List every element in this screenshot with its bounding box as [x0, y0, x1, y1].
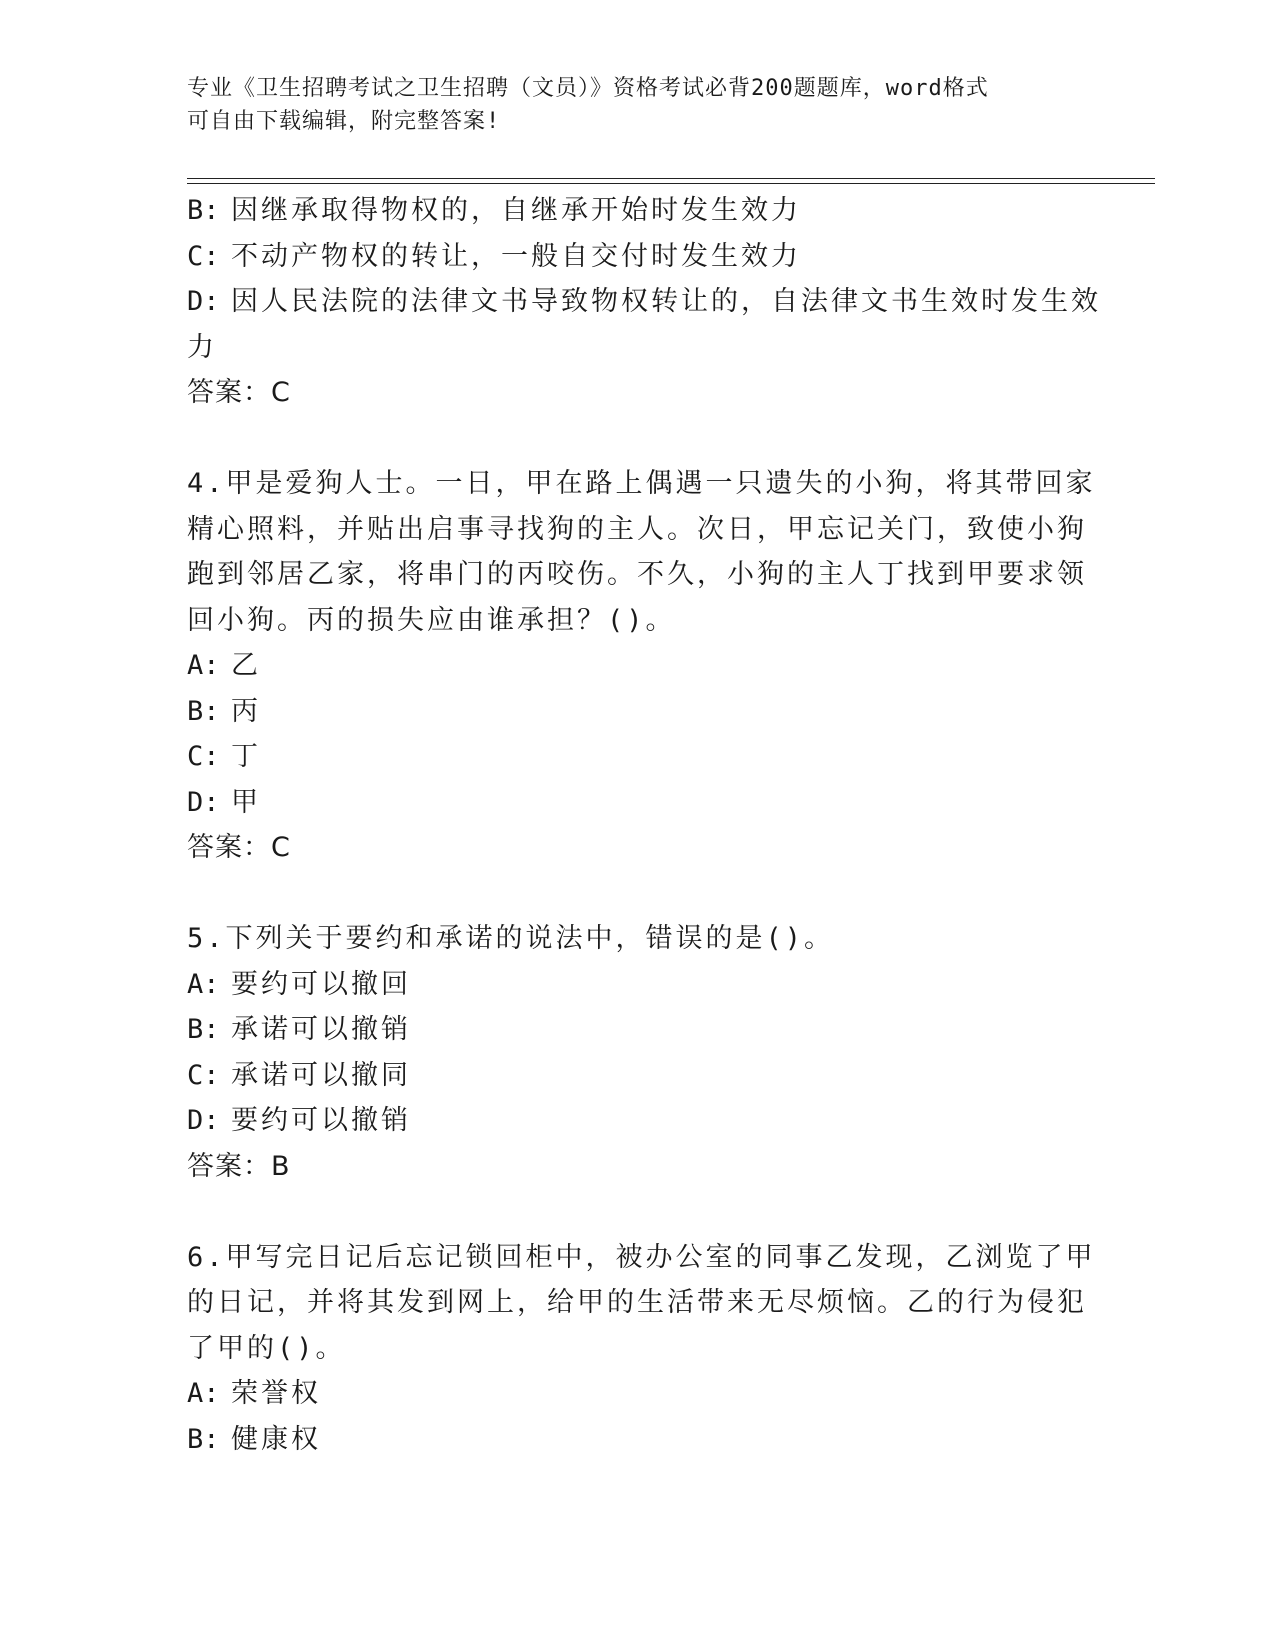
option-letter: D:: [187, 1105, 220, 1136]
option-text: 荣誉权: [231, 1378, 321, 1409]
option-row: [187, 188, 1087, 234]
option-row: [187, 962, 1087, 1008]
question-6: [187, 1235, 1096, 1463]
question-5: [187, 916, 1087, 1189]
header-rule-bottom: [187, 183, 1155, 184]
option-letter: D:: [187, 286, 220, 317]
option-text: 健康权: [231, 1423, 321, 1455]
header-title-line-2: 可自由下载编辑，附完整答案!: [187, 109, 501, 134]
option-text: 力: [187, 331, 217, 363]
option-text: 承诺可以撤同: [231, 1059, 411, 1091]
document-header: [187, 72, 1067, 138]
option-text: 丁: [231, 741, 261, 772]
question-content: [187, 188, 1101, 1462]
question-text-line: 6.甲写完日记后忘记锁回柜中，被办公室的同事乙发现，乙浏览了甲: [187, 1241, 1096, 1273]
option-letter: C:: [187, 741, 220, 772]
spacer: [187, 871, 1087, 917]
header-rule-top: [187, 178, 1155, 179]
option-row: [187, 1098, 1087, 1144]
option-text: 因人民法院的法律文书导致物权转让的，自法律文书生效时发生效: [231, 286, 1101, 317]
option-text: 不动产物权的转让，一般自交付时发生效力: [231, 240, 801, 272]
spacer: [187, 1189, 1087, 1235]
option-row: [187, 1053, 1087, 1099]
option-row: [187, 1007, 1087, 1053]
option-text: 乙: [231, 650, 261, 681]
header-title-line-1: 专业《卫生招聘考试之卫生招聘（文员）》资格考试必背200题题库，word格式: [187, 76, 989, 101]
question-text-line: 5.下列关于要约和承诺的说法中，错误的是()。: [187, 923, 835, 954]
option-letter: B:: [187, 195, 220, 226]
question-text-line: 精心照料，并贴出启事寻找狗的主人。次日，甲忘记关门，致使小狗: [187, 513, 1087, 545]
option-letter: D:: [187, 786, 220, 818]
answer-line: 答案：B: [187, 1150, 291, 1182]
option-row: [187, 1417, 1087, 1463]
question-text-line: 的日记，并将其发到网上，给甲的生活带来无尽烦恼。乙的行为侵犯: [187, 1287, 1087, 1318]
question-4: [187, 461, 1096, 871]
question-text-line: 回小狗。丙的损失应由谁承担？()。: [187, 604, 676, 636]
option-text: 甲: [231, 786, 261, 818]
option-row: [187, 689, 1087, 735]
option-letter: B:: [187, 1014, 220, 1045]
option-row: [187, 780, 1087, 826]
option-letter: C:: [187, 1059, 220, 1091]
option-row: [187, 734, 1087, 780]
option-row: [187, 279, 1101, 325]
option-text: 丙: [231, 695, 261, 727]
option-text: 承诺可以撤销: [231, 1014, 411, 1045]
option-row: [187, 643, 1087, 689]
option-letter: B:: [187, 695, 220, 727]
question-text-line: 了甲的()。: [187, 1332, 346, 1364]
spacer: [187, 416, 1087, 462]
option-letter: B:: [187, 1423, 220, 1455]
option-text: 因继承取得物权的，自继承开始时发生效力: [231, 195, 801, 226]
question-3: [187, 188, 1101, 416]
answer-line: 答案：C: [187, 832, 291, 863]
answer-line: 答案：C: [187, 377, 291, 408]
option-letter: C:: [187, 240, 220, 272]
option-letter: A:: [187, 968, 220, 1000]
option-text: 要约可以撤销: [231, 1105, 411, 1136]
question-text-line: 跑到邻居乙家，将串门的丙咬伤。不久，小狗的主人丁找到甲要求领: [187, 559, 1087, 590]
option-continuation: [187, 325, 1087, 371]
option-text: 要约可以撤回: [231, 968, 411, 1000]
option-letter: A:: [187, 650, 220, 681]
option-letter: A:: [187, 1378, 220, 1409]
option-row: [187, 1371, 1087, 1417]
question-text-line: 4.甲是爱狗人士。一日，甲在路上偶遇一只遗失的小狗，将其带回家: [187, 468, 1096, 499]
option-row: [187, 234, 1087, 280]
